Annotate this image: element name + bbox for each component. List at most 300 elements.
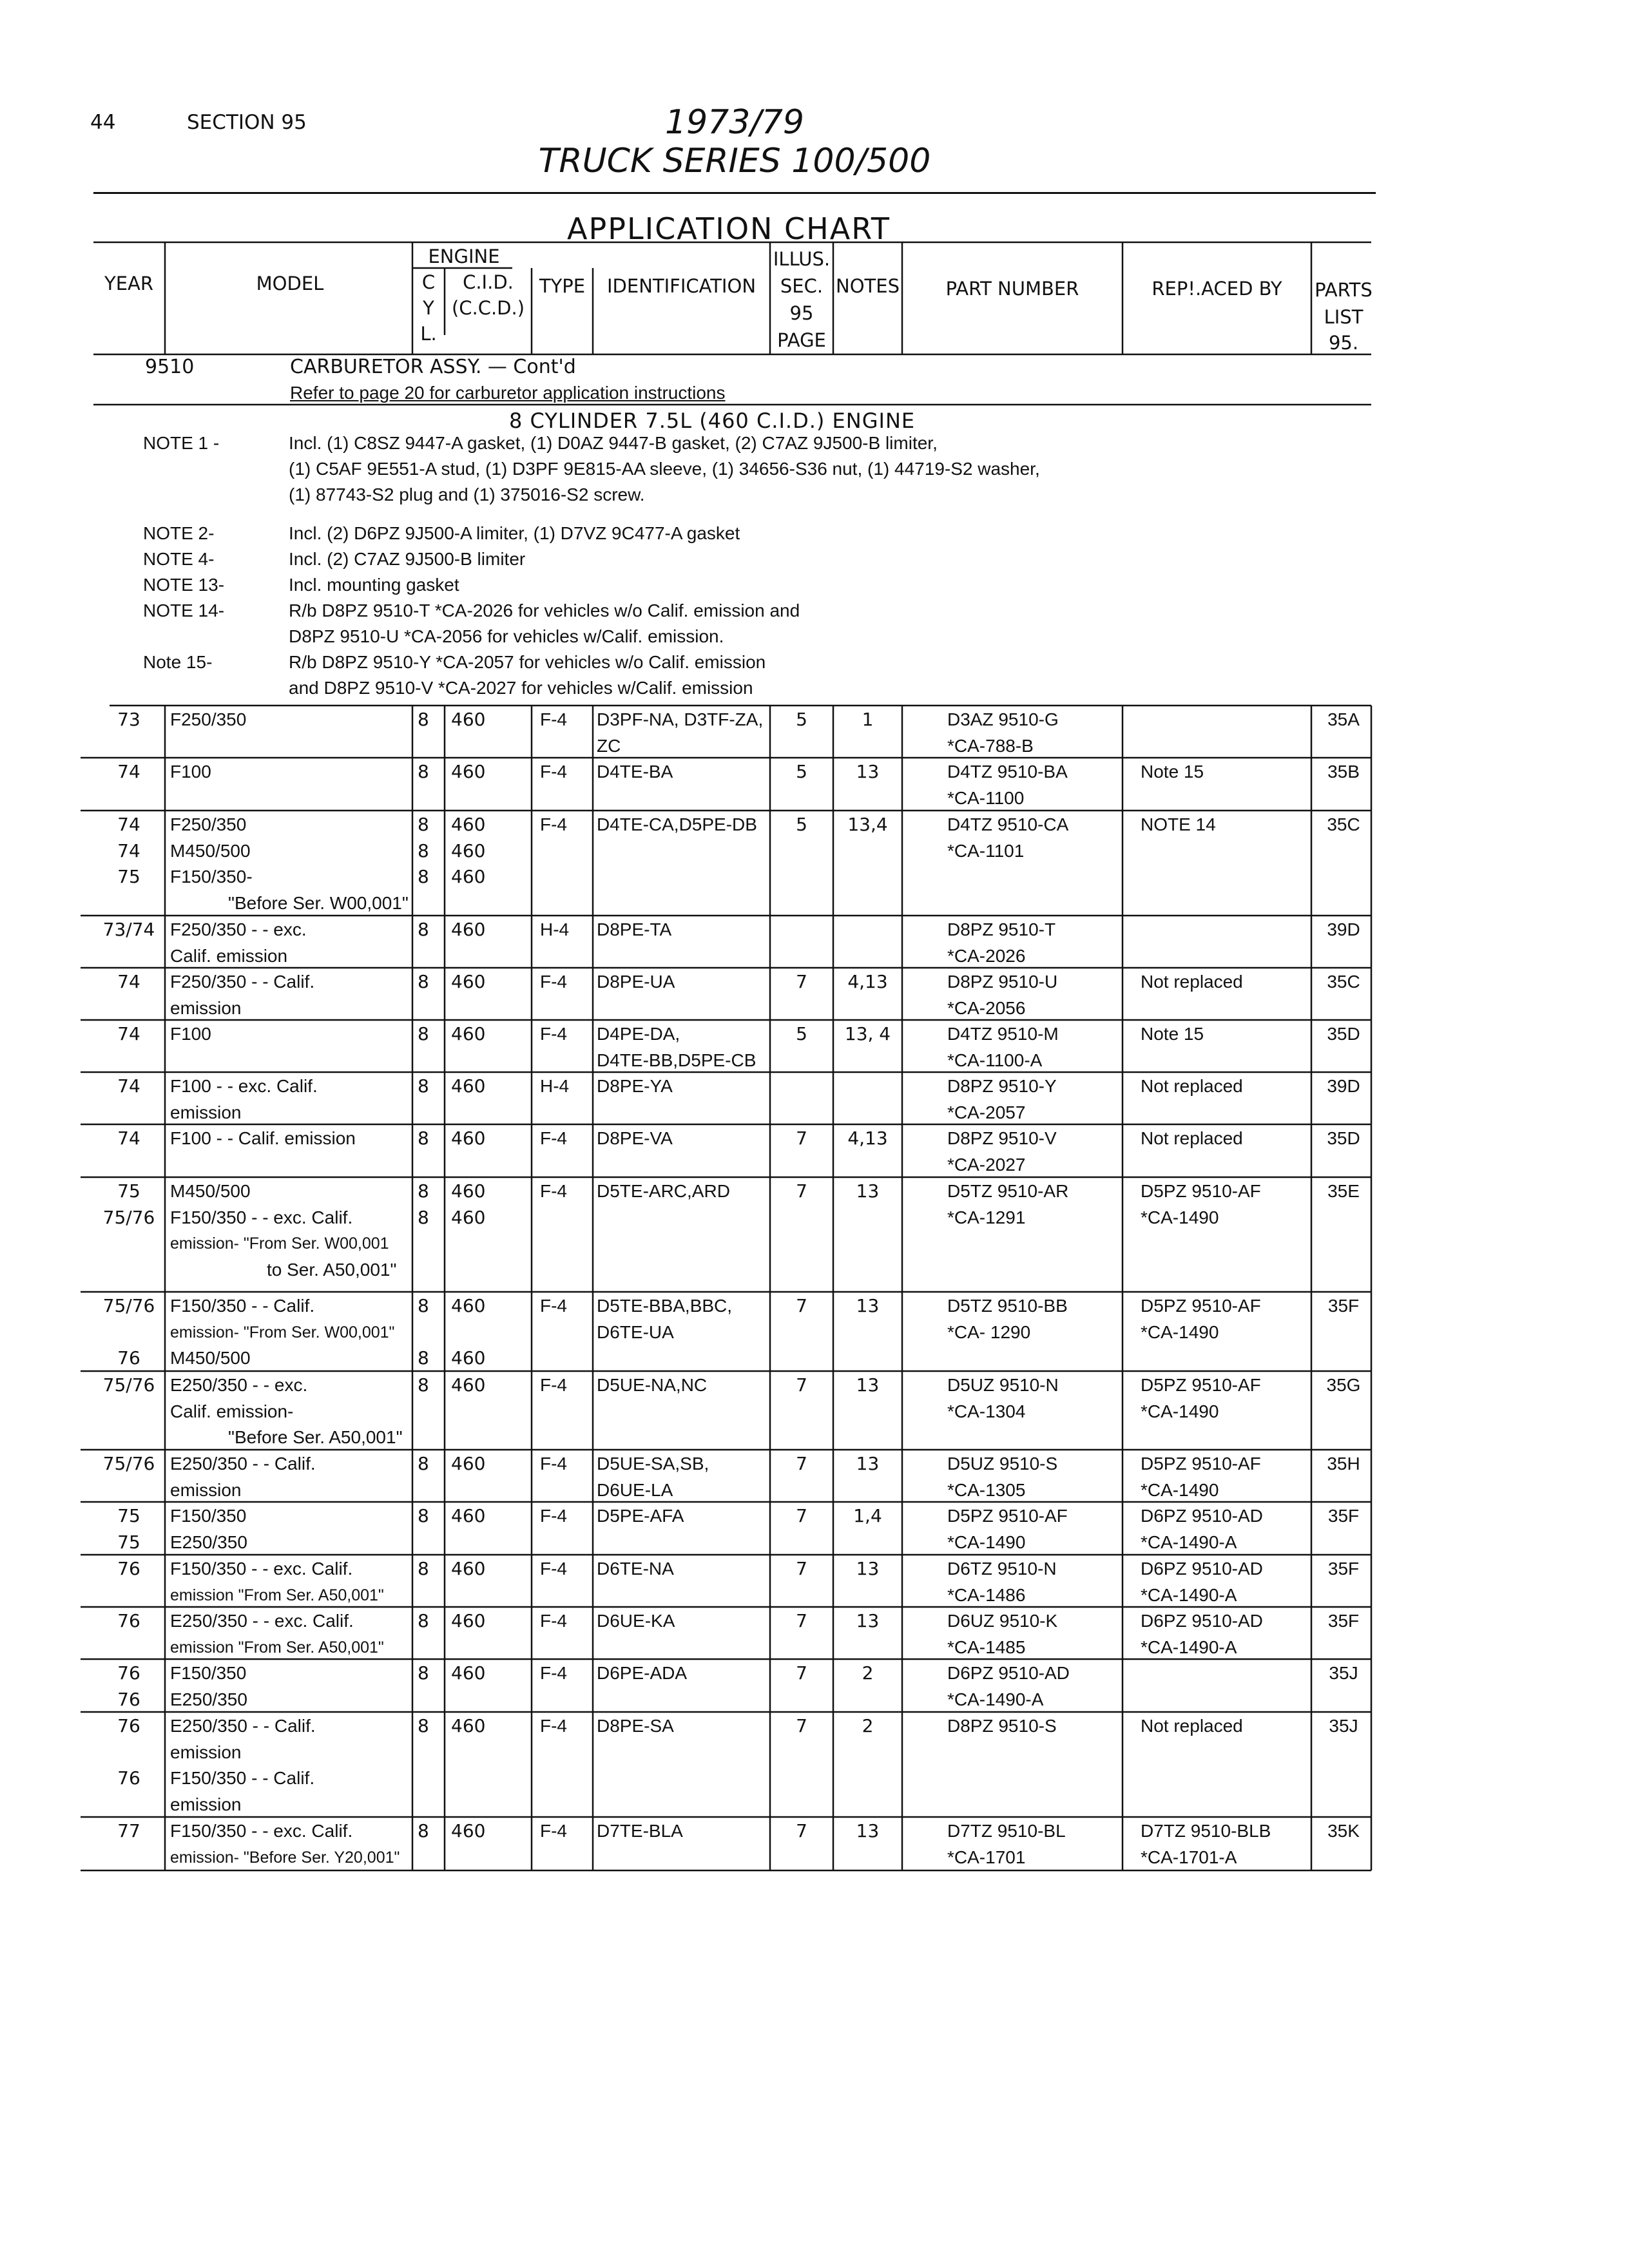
cell-cid: 460: [451, 840, 486, 861]
cell-cyl: 8: [418, 1662, 429, 1684]
cell-part-number: D8PZ 9510-V: [947, 1128, 1057, 1148]
cell-identification: D4TE-CA,D5PE-DB: [597, 814, 757, 834]
cell-model: F100: [170, 1024, 211, 1044]
cell-year: 74: [117, 1128, 140, 1149]
cell-part-number: *CA-1485: [947, 1637, 1026, 1657]
cell-cyl: 8: [418, 1558, 429, 1579]
cell-notes: 1,4: [853, 1505, 882, 1526]
cell-type: F-4: [540, 1181, 567, 1201]
note-text: R/b D8PZ 9510-Y *CA-2057 for vehicles w/o Calif. emission: [289, 652, 766, 672]
cell-part-number: *CA-1100: [947, 787, 1025, 808]
cell-notes: 4,13: [847, 971, 888, 992]
cell-type: H-4: [540, 1076, 570, 1096]
section-label: SECTION 95: [187, 111, 307, 134]
cell-type: F-4: [540, 1559, 567, 1579]
cell-replaced-by: D5PZ 9510-AF: [1141, 1296, 1261, 1316]
cell-cyl: 8: [418, 1715, 429, 1736]
cell-part-number: D4TZ 9510-M: [947, 1024, 1059, 1044]
cell-year: 76: [117, 1662, 140, 1684]
cell-cid: 460: [451, 1023, 486, 1044]
cell-replaced-by: NOTE 14: [1141, 814, 1216, 834]
col-illus-4: PAGE: [777, 329, 826, 351]
group-name: CARBURETOR ASSY. — Cont'd: [290, 356, 576, 378]
cell-parts-list: 35D: [1327, 1128, 1360, 1148]
cell-part-number: *CA-2056: [947, 997, 1026, 1018]
note-text: Incl. (2) D6PZ 9J500-A limiter, (1) D7VZ 9C477-A gasket: [289, 523, 740, 543]
cell-model: F150/350-: [170, 867, 253, 887]
cell-cid: 460: [451, 1295, 486, 1316]
note-text: (1) C5AF 9E551-A stud, (1) D3PF 9E815-AA sleeve, (1) 34656-S36 nut, (1) 44719-S2 washer,: [289, 459, 1040, 479]
cell-parts-list: 39D: [1327, 1076, 1360, 1096]
cell-part-number: *CA- 1290: [947, 1321, 1031, 1342]
note-text: (1) 87743-S2 plug and (1) 375016-S2 screw.: [289, 485, 645, 505]
cell-part-number: D3AZ 9510-G: [947, 709, 1059, 729]
cell-part-number: D5TZ 9510-BB: [947, 1296, 1068, 1316]
cell-part-number: D5UZ 9510-S: [947, 1454, 1058, 1474]
cell-identification: D4TE-BA: [597, 762, 673, 782]
cell-model: E250/350: [170, 1532, 247, 1552]
cell-replaced-by: Note 15: [1141, 1024, 1204, 1044]
cell-part-number: *CA-1490: [947, 1532, 1026, 1552]
cell-model: Calif. emission: [170, 945, 288, 966]
col-parts-list-3: 95.: [1328, 332, 1359, 354]
cell-parts-list: 35A: [1327, 709, 1360, 729]
cell-replaced-by: D7TZ 9510-BLB: [1141, 1821, 1271, 1841]
cell-part-number: *CA-1701: [947, 1847, 1026, 1867]
cell-part-number: *CA-788-B: [947, 735, 1034, 756]
cell-identification: D4TE-BB,D5PE-CB: [597, 1050, 757, 1070]
cell-parts-list: 35J: [1329, 1663, 1358, 1683]
cell-model: to Ser. A50,001": [267, 1260, 397, 1280]
cell-parts-list: 35F: [1327, 1506, 1360, 1526]
cell-model: F150/350 - - Calif.: [170, 1296, 315, 1316]
cell-illus: 7: [796, 971, 807, 992]
col-replaced-by: REP!.ACED BY: [1152, 278, 1282, 300]
cell-cid: 460: [451, 1610, 486, 1631]
cell-model: F250/350: [170, 814, 247, 834]
col-identification: IDENTIFICATION: [606, 275, 757, 297]
cell-part-number: D6PZ 9510-AD: [947, 1663, 1070, 1683]
cell-parts-list: 35H: [1327, 1454, 1360, 1474]
cell-replaced-by: D6PZ 9510-AD: [1141, 1611, 1263, 1631]
cell-part-number: *CA-1305: [947, 1479, 1026, 1500]
cell-replaced-by: D5PZ 9510-AF: [1141, 1181, 1261, 1201]
title-rule: [93, 192, 1376, 194]
col-illus-2: SEC.: [780, 275, 824, 297]
cell-year: 75: [117, 1531, 140, 1553]
note-text: Incl. (2) C7AZ 9J500-B limiter: [289, 549, 526, 569]
cell-part-number: D7TZ 9510-BL: [947, 1821, 1066, 1841]
cell-illus: 5: [796, 761, 807, 782]
cell-illus: 7: [796, 1715, 807, 1736]
cell-model: "Before Ser. A50,001": [228, 1427, 403, 1448]
cell-identification: D8PE-VA: [597, 1128, 673, 1148]
cell-identification: D5PE-AFA: [597, 1506, 684, 1526]
cell-model: Calif. emission-: [170, 1401, 294, 1421]
cell-identification: D6TE-NA: [597, 1559, 674, 1579]
cell-year: 74: [117, 814, 140, 835]
col-illus-3: 95: [789, 302, 814, 324]
cell-replaced-by: *CA-1490-A: [1141, 1532, 1237, 1552]
cell-cyl: 8: [418, 1295, 429, 1316]
cell-model: E250/350 - - Calif.: [170, 1716, 316, 1736]
note-text: and D8PZ 9510-V *CA-2027 for vehicles w/Calif. emission: [289, 678, 753, 698]
cell-illus: 7: [796, 1558, 807, 1579]
cell-part-number: D5TZ 9510-AR: [947, 1181, 1069, 1201]
cell-year: 76: [117, 1347, 140, 1369]
cell-parts-list: 39D: [1327, 919, 1360, 939]
cell-cyl: 8: [418, 814, 429, 835]
cell-notes: 13: [856, 761, 880, 782]
cell-cyl: 8: [418, 840, 429, 861]
cell-part-number: D4TZ 9510-BA: [947, 762, 1068, 782]
cell-model: F100 - - Calif. emission: [170, 1128, 356, 1148]
title-years: 1973/79: [664, 103, 805, 142]
cell-replaced-by: Not replaced: [1141, 1716, 1243, 1736]
cell-replaced-by: Not replaced: [1141, 972, 1243, 992]
cell-part-number: *CA-1291: [947, 1207, 1026, 1227]
cell-cid: 460: [451, 1505, 486, 1526]
cell-cid: 460: [451, 971, 486, 992]
note-label: NOTE 4-: [143, 549, 215, 569]
cell-part-number: *CA-1486: [947, 1584, 1026, 1605]
cell-replaced-by: *CA-1701-A: [1141, 1847, 1237, 1867]
group-instruction: Refer to page 20 for carburetor application instructions: [290, 383, 726, 403]
cell-cid: 460: [451, 1128, 486, 1149]
cell-type: F-4: [540, 972, 567, 992]
cell-notes: 4,13: [847, 1128, 888, 1149]
cell-part-number: D6UZ 9510-K: [947, 1611, 1058, 1631]
cell-year: 74: [117, 971, 140, 992]
cell-notes: 2: [862, 1662, 874, 1684]
cell-type: F-4: [540, 709, 567, 729]
cell-cid: 460: [451, 1558, 486, 1579]
cell-model: F250/350 - - Calif.: [170, 972, 315, 992]
cell-part-number: D5UZ 9510-N: [947, 1375, 1059, 1395]
col-ccd: (C.C.D.): [451, 297, 525, 319]
col-cyl-2: Y: [423, 297, 434, 319]
cell-type: F-4: [540, 1506, 567, 1526]
cell-model: F150/350 - - Calif.: [170, 1768, 315, 1789]
cell-notes: 13, 4: [844, 1023, 891, 1044]
cell-illus: 7: [796, 1374, 807, 1396]
cell-year: 76: [117, 1767, 140, 1789]
cell-cid: 460: [451, 709, 486, 730]
cell-notes: 13: [856, 1558, 880, 1579]
col-type: TYPE: [539, 275, 586, 297]
cell-parts-list: 35J: [1329, 1716, 1358, 1736]
cell-model: F150/350 - - exc. Calif.: [170, 1821, 353, 1841]
cell-identification: D7TE-BLA: [597, 1821, 683, 1841]
group-code: 9510: [145, 356, 195, 378]
cell-notes: 13,4: [847, 814, 888, 835]
note-text: Incl. (1) C8SZ 9447-A gasket, (1) D0AZ 9447-B gasket, (2) C7AZ 9J500-B limiter,: [289, 433, 938, 453]
engine-heading: 8 CYLINDER 7.5L (460 C.I.D.) ENGINE: [509, 408, 916, 433]
cell-model: emission- "From Ser. W00,001": [170, 1323, 395, 1341]
cell-cyl: 8: [418, 971, 429, 992]
cell-identification: D3PF-NA, D3TF-ZA,: [597, 709, 764, 729]
cell-year: 75/76: [102, 1374, 155, 1396]
cell-identification: D6UE-KA: [597, 1611, 675, 1631]
cell-model: F100 - - exc. Calif.: [170, 1076, 318, 1096]
cell-type: F-4: [540, 1128, 567, 1148]
cell-part-number: *CA-1490-A: [947, 1689, 1044, 1709]
cell-cyl: 8: [418, 1374, 429, 1396]
cell-notes: 13: [856, 1374, 880, 1396]
cell-identification: D5TE-BBA,BBC,: [597, 1296, 733, 1316]
cell-cyl: 8: [418, 1023, 429, 1044]
cell-type: F-4: [540, 1454, 567, 1474]
cell-illus: 5: [796, 709, 807, 730]
cell-cyl: 8: [418, 919, 429, 940]
cell-model: emission: [170, 997, 242, 1018]
cell-illus: 5: [796, 814, 807, 835]
cell-part-number: D8PZ 9510-S: [947, 1716, 1057, 1736]
note-label: NOTE 1 -: [143, 433, 220, 453]
cell-replaced-by: *CA-1490: [1141, 1401, 1219, 1421]
cell-type: F-4: [540, 762, 567, 782]
cell-cid: 460: [451, 1206, 486, 1228]
cell-notes: 13: [856, 1610, 880, 1631]
cell-model: F150/350 - - exc. Calif.: [170, 1207, 353, 1227]
cell-replaced-by: *CA-1490: [1141, 1207, 1219, 1227]
cell-cid: 460: [451, 1715, 486, 1736]
cell-identification: D5UE-SA,SB,: [597, 1454, 709, 1474]
note-label: Note 15-: [143, 652, 213, 672]
cell-model: emission: [170, 1102, 242, 1122]
cell-model: E250/350 - - exc.: [170, 1375, 308, 1395]
note-text: Incl. mounting gasket: [289, 575, 459, 595]
cell-part-number: *CA-1304: [947, 1401, 1026, 1421]
cell-model: emission: [170, 1479, 242, 1500]
cell-year: 74: [117, 840, 140, 861]
cell-replaced-by: D6PZ 9510-AD: [1141, 1559, 1263, 1579]
cell-part-number: D6TZ 9510-N: [947, 1559, 1057, 1579]
col-cid: C.I.D.: [463, 271, 514, 293]
cell-model: emission: [170, 1794, 242, 1815]
col-cyl-1: C: [421, 271, 436, 293]
cell-identification: D8PE-SA: [597, 1716, 674, 1736]
note-text: R/b D8PZ 9510-T *CA-2026 for vehicles w/o Calif. emission and: [289, 601, 800, 620]
cell-model: M450/500: [170, 1181, 251, 1201]
cell-year: 76: [117, 1610, 140, 1631]
cell-illus: 7: [796, 1295, 807, 1316]
cell-part-number: D8PZ 9510-Y: [947, 1076, 1057, 1096]
cell-part-number: *CA-1101: [947, 840, 1025, 861]
cell-replaced-by: D6PZ 9510-AD: [1141, 1506, 1263, 1526]
cell-cyl: 8: [418, 761, 429, 782]
cell-type: F-4: [540, 1611, 567, 1631]
cell-model: F250/350: [170, 709, 247, 729]
cell-cid: 460: [451, 919, 486, 940]
cell-notes: 13: [856, 1180, 880, 1202]
cell-parts-list: 35B: [1327, 762, 1360, 782]
cell-model: F100: [170, 762, 211, 782]
cell-replaced-by: Note 15: [1141, 762, 1204, 782]
title-series: TRUCK SERIES 100/500: [538, 142, 931, 180]
cell-type: H-4: [540, 919, 570, 939]
col-engine: ENGINE: [428, 245, 500, 267]
cell-part-number: *CA-2027: [947, 1154, 1026, 1175]
cell-model: F250/350 - - exc.: [170, 919, 307, 939]
cell-cyl: 8: [418, 1180, 429, 1202]
cell-model: F150/350: [170, 1506, 247, 1526]
cell-part-number: *CA-2057: [947, 1102, 1026, 1122]
cell-year: 76: [117, 1688, 140, 1710]
cell-year: 73/74: [102, 919, 155, 940]
col-parts-list-1: PARTS: [1315, 279, 1373, 301]
cell-year: 75/76: [102, 1295, 155, 1316]
cell-notes: 2: [862, 1715, 874, 1736]
cell-illus: 7: [796, 1662, 807, 1684]
cell-cyl: 8: [418, 1610, 429, 1631]
cell-part-number: D8PZ 9510-T: [947, 919, 1056, 939]
cell-year: 74: [117, 1023, 140, 1044]
note-label: NOTE 14-: [143, 601, 225, 620]
cell-parts-list: 35K: [1327, 1821, 1360, 1841]
cell-replaced-by: *CA-1490: [1141, 1321, 1219, 1342]
cell-type: F-4: [540, 1663, 567, 1683]
cell-notes: 1: [862, 709, 874, 730]
cell-model: emission- "Before Ser. Y20,001": [170, 1848, 400, 1867]
note-label: NOTE 2-: [143, 523, 215, 543]
col-year: YEAR: [104, 273, 154, 294]
cell-model: M450/500: [170, 1348, 251, 1369]
cell-replaced-by: D5PZ 9510-AF: [1141, 1454, 1261, 1474]
cell-part-number: D5PZ 9510-AF: [947, 1506, 1068, 1526]
cell-illus: 7: [796, 1128, 807, 1149]
cell-identification: D8PE-TA: [597, 919, 672, 939]
cell-year: 77: [117, 1820, 140, 1841]
col-cyl-3: L.: [420, 323, 437, 345]
cell-parts-list: 35C: [1327, 972, 1360, 992]
cell-notes: 13: [856, 1295, 880, 1316]
cell-identification: D6PE-ADA: [597, 1663, 688, 1683]
cell-model: emission: [170, 1742, 242, 1762]
cell-cyl: 8: [418, 709, 429, 730]
cell-model: F150/350: [170, 1663, 247, 1683]
cell-identification: D6TE-UA: [597, 1321, 674, 1342]
col-parts-list-2: LIST: [1324, 306, 1364, 328]
cell-identification: D5TE-ARC,ARD: [597, 1181, 730, 1201]
cell-cyl: 8: [418, 1820, 429, 1841]
cell-replaced-by: *CA-1490-A: [1141, 1584, 1237, 1605]
cell-replaced-by: *CA-1490: [1141, 1479, 1219, 1500]
cell-cyl: 8: [418, 1453, 429, 1474]
cell-type: F-4: [540, 1821, 567, 1841]
cell-year: 75: [117, 1180, 140, 1202]
cell-cid: 460: [451, 1347, 486, 1369]
cell-cid: 460: [451, 1453, 486, 1474]
cell-part-number: *CA-2026: [947, 945, 1026, 966]
cell-replaced-by: Not replaced: [1141, 1076, 1243, 1096]
cell-cyl: 8: [418, 1075, 429, 1097]
cell-identification: D5UE-NA,NC: [597, 1375, 708, 1395]
cell-cid: 460: [451, 866, 486, 888]
cell-year: 75: [117, 1505, 140, 1526]
cell-year: 74: [117, 1075, 140, 1097]
cell-type: F-4: [540, 814, 567, 834]
cell-parts-list: 35F: [1327, 1611, 1360, 1631]
cell-cyl: 8: [418, 1128, 429, 1149]
cell-notes: 13: [856, 1453, 880, 1474]
cell-illus: 5: [796, 1023, 807, 1044]
cell-parts-list: 35C: [1327, 814, 1360, 834]
cell-parts-list: 35D: [1327, 1024, 1360, 1044]
cell-illus: 7: [796, 1180, 807, 1202]
cell-cid: 460: [451, 1820, 486, 1841]
cell-parts-list: 35F: [1327, 1296, 1360, 1316]
cell-replaced-by: Not replaced: [1141, 1128, 1243, 1148]
cell-identification: D8PE-UA: [597, 972, 675, 992]
col-part-number: PART NUMBER: [945, 278, 1079, 300]
cell-cid: 460: [451, 1662, 486, 1684]
cell-identification: D4PE-DA,: [597, 1024, 680, 1044]
cell-year: 74: [117, 761, 140, 782]
note-text: D8PZ 9510-U *CA-2056 for vehicles w/Calif. emission.: [289, 626, 724, 646]
cell-illus: 7: [796, 1505, 807, 1526]
cell-cid: 460: [451, 814, 486, 835]
cell-year: 76: [117, 1715, 140, 1736]
cell-model: F150/350 - - exc. Calif.: [170, 1559, 353, 1579]
cell-type: F-4: [540, 1375, 567, 1395]
cell-cid: 460: [451, 1180, 486, 1202]
cell-model: "Before Ser. W00,001": [228, 893, 409, 914]
cell-identification: ZC: [597, 735, 621, 756]
cell-parts-list: 35E: [1327, 1181, 1360, 1201]
cell-replaced-by: *CA-1490-A: [1141, 1637, 1237, 1657]
cell-type: F-4: [540, 1296, 567, 1316]
cell-model: E250/350 - - exc. Calif.: [170, 1611, 354, 1631]
cell-model: emission "From Ser. A50,001": [170, 1638, 384, 1657]
cell-type: F-4: [540, 1024, 567, 1044]
cell-cyl: 8: [418, 1206, 429, 1228]
cell-year: 76: [117, 1558, 140, 1579]
cell-cid: 460: [451, 1374, 486, 1396]
cell-model: E250/350: [170, 1689, 247, 1709]
cell-parts-list: 35G: [1326, 1375, 1361, 1395]
col-illus-1: ILLUS.: [773, 248, 831, 270]
cell-replaced-by: D5PZ 9510-AF: [1141, 1375, 1261, 1395]
cell-parts-list: 35F: [1327, 1559, 1360, 1579]
cell-illus: 7: [796, 1820, 807, 1841]
cell-illus: 7: [796, 1453, 807, 1474]
cell-part-number: D4TZ 9510-CA: [947, 814, 1069, 834]
cell-part-number: D8PZ 9510-U: [947, 972, 1058, 992]
cell-year: 75: [117, 866, 140, 888]
cell-part-number: *CA-1100-A: [947, 1050, 1043, 1070]
col-notes: NOTES: [836, 275, 900, 297]
col-model: MODEL: [256, 273, 324, 294]
note-label: NOTE 13-: [143, 575, 225, 595]
cell-identification: D8PE-YA: [597, 1076, 673, 1096]
cell-identification: D6UE-LA: [597, 1479, 673, 1500]
cell-cid: 460: [451, 1075, 486, 1097]
cell-model: emission- "From Ser. W00,001: [170, 1235, 389, 1253]
cell-year: 75/76: [102, 1453, 155, 1474]
page-number: 44: [90, 111, 116, 134]
cell-cid: 460: [451, 761, 486, 782]
cell-cyl: 8: [418, 1505, 429, 1526]
chart-title: APPLICATION CHART: [567, 211, 891, 246]
cell-notes: 13: [856, 1820, 880, 1841]
cell-year: 73: [117, 709, 140, 730]
cell-cyl: 8: [418, 866, 429, 888]
cell-illus: 7: [796, 1610, 807, 1631]
cell-model: emission "From Ser. A50,001": [170, 1586, 384, 1604]
cell-cyl: 8: [418, 1347, 429, 1369]
cell-model: M450/500: [170, 840, 251, 861]
